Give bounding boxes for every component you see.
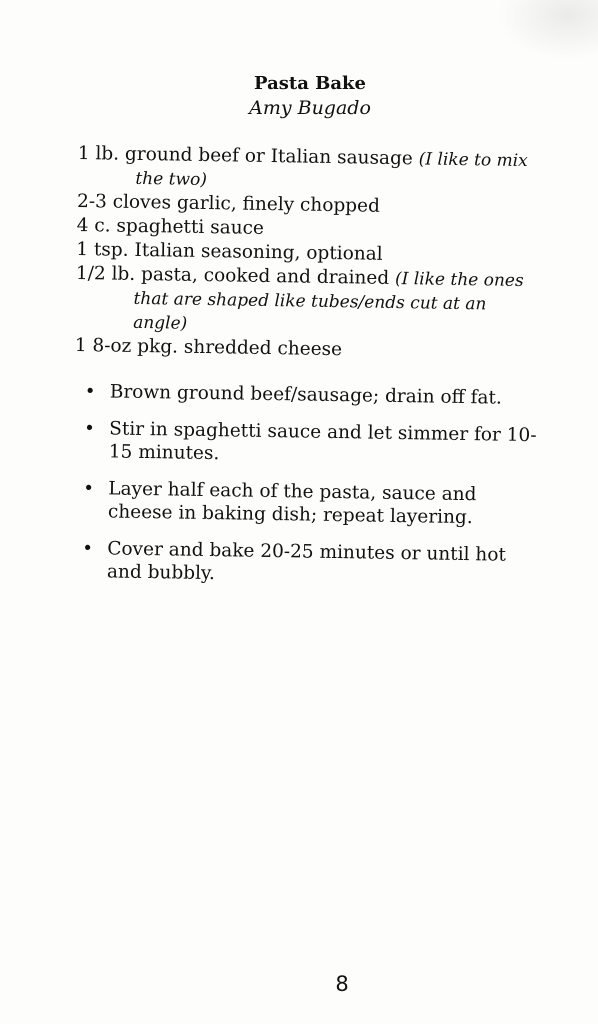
instruction-step xyxy=(82,380,544,410)
ingredient-text: 1/2 lb. pasta, cooked and drained xyxy=(75,262,396,289)
ingredient-text: 1 8-oz pkg. shredded cheese xyxy=(74,334,343,361)
recipe-title: Pasta Bake xyxy=(254,73,366,94)
recipe-author: Amy Bugado xyxy=(249,97,371,119)
ingredient-note: (I like the ones that are shaped like tubes/ends cut at an angle) xyxy=(133,268,524,334)
ingredient-text: 4 c. spaghetti sauce xyxy=(76,214,265,239)
instruction-text: Cover and bake 20-25 minutes or until hot and bubbly. xyxy=(106,538,507,585)
bullet-icon: • xyxy=(84,381,96,403)
ingredient-text: 1 lb. ground beef or Italian sausage xyxy=(77,142,419,170)
ingredient-text: 1 tsp. Italian seasoning, optional xyxy=(76,238,383,265)
instruction-text: Stir in spaghetti sauce and let simmer for 10-15 minutes. xyxy=(108,418,537,465)
ingredient-text: 2-3 cloves garlic, finely chopped xyxy=(76,190,381,217)
bullet-icon: • xyxy=(82,538,94,560)
instruction-text: Brown ground beef/sausage; drain off fat. xyxy=(109,381,502,409)
instruction-step xyxy=(81,417,544,470)
ingredient-note: (I like to mix the two) xyxy=(135,149,528,191)
bullet-icon: • xyxy=(83,478,95,500)
recipe-header xyxy=(0,72,598,120)
bullet-icon: • xyxy=(84,418,96,440)
ingredient-item xyxy=(75,262,546,341)
instruction-list xyxy=(79,380,544,604)
ingredient-item xyxy=(77,142,548,197)
ingredient-list xyxy=(75,142,548,365)
instruction-text: Layer half each of the pasta, sauce and cheese in baking dish; repeat layering. xyxy=(107,478,477,529)
page-number: 8 xyxy=(335,972,349,996)
instruction-step xyxy=(79,537,542,590)
instruction-step xyxy=(80,477,543,530)
